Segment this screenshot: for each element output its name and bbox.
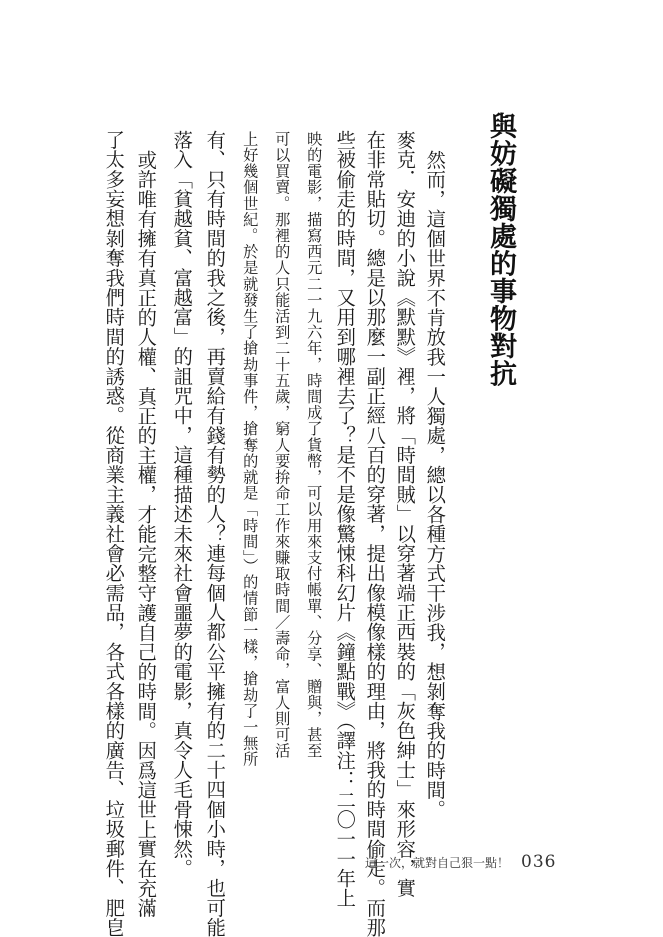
text-column-5: 有、只有時間的我之後，再賣給有錢有勢的人？連每個人都公平擁有的二十四個小時，也可能 xyxy=(203,130,227,937)
note-column-2: 可以買賣。那裡的人只能活到二十五歲，窮人要拚命工作來賺取時間／壽命，富人則可活 xyxy=(273,131,292,759)
text-column-1: 然而，這個世界不肯放我一人獨處，總以各種方式干涉我，想剝奪我的時間。 xyxy=(423,150,447,820)
note-column-3: 上好幾個世紀。於是就發生了搶劫事件，搶奪的就是「時間」）的情節一樣，搶劫了一無所 xyxy=(241,131,260,768)
page-number: 036 xyxy=(521,852,557,872)
text-column-4: 些被偷走的時間，又用到哪裡去了？是不是像驚悚科幻片《鐘點戰》（譯注：二〇一一年上 xyxy=(333,130,357,908)
running-title: 這一次，就對自己狠一點！ xyxy=(365,856,510,870)
section-heading: 與妨礙獨處的事物對抗 xyxy=(485,112,516,387)
text-column-7: 或許唯有擁有真正的人權、真正的主權，才能完整守護自己的時間。因爲這世上實在充滿 xyxy=(134,150,158,918)
note-column-1: 映的電影，描寫西元二一九六年，時間成了貨幣，可以用來支付帳單、分享、贈與，甚至 xyxy=(305,131,324,759)
page-footer xyxy=(365,852,556,872)
text-column-6: 落入「貧越貧、富越富」的詛咒中，這種描述未來社會噩夢的電影，真令人毛骨悚然。 xyxy=(170,130,194,879)
text-column-2: 麥克．安迪的小說《默默》裡，將「時間賊」以穿著端正西裝的「灰色紳士」來形容，實 xyxy=(393,130,417,898)
text-column-8: 了太多妄想剝奪我們時間的誘惑。從商業主義社會必需品，各式各樣的廣告、垃圾郵件、肥皀 xyxy=(102,130,126,937)
text-column-3: 在非常貼切。總是以那麼一副正經八百的穿著，提出像模像樣的理由，將我的時間偷走。而那 xyxy=(363,130,387,937)
